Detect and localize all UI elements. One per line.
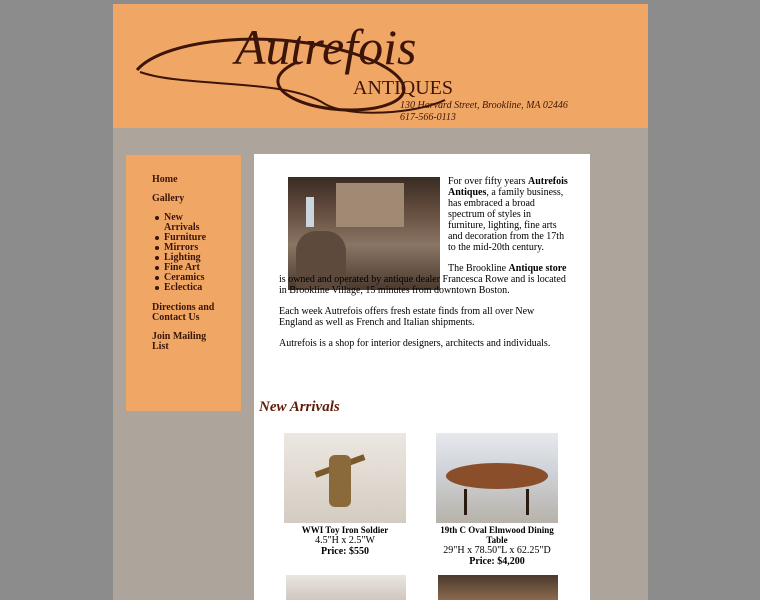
nav-ceramics[interactable]: Ceramics: [164, 272, 205, 283]
logo-caps-text: ANTIQUES: [353, 77, 453, 99]
header: [113, 4, 648, 128]
intro-paragraph-2: The Brookline Antique store is owned and operated by antique dealer Francesca Rowe and is located in Brookline Village, 15 minutes from downtown Boston.: [279, 263, 567, 296]
page-container: [113, 4, 648, 600]
product-dimensions: 4.5"H x 2.5"W: [315, 535, 375, 546]
sidebar-nav: [126, 155, 241, 411]
intro-paragraph-4: Autrefois is a shop for interior designers, architects and individuals.: [279, 338, 551, 349]
address-block: [400, 100, 568, 124]
nav-lighting[interactable]: Lighting: [164, 252, 201, 263]
intro-paragraph-1: For over fifty years Autrefois Antiques, a family business, has embraced a broad spectrum of styles in furniture, lighting, fine arts and decoration from the 17th to the mid-20th century.: [448, 176, 568, 253]
nav-mirrors[interactable]: Mirrors: [164, 242, 199, 253]
product-image[interactable]: [286, 575, 406, 600]
product-image[interactable]: [438, 575, 558, 600]
product-price: Price: $4,200: [469, 556, 525, 567]
nav-home[interactable]: Home: [152, 174, 178, 185]
product-card[interactable]: [436, 433, 558, 567]
product-name[interactable]: WWI Toy Iron Soldier: [301, 525, 389, 535]
product-name[interactable]: 19th C Oval Elmwood Dining Table: [440, 525, 554, 545]
gallery-submenu: [164, 213, 206, 293]
address: 130 Harvard Street, Brookline, MA 02446: [400, 100, 568, 111]
nav-gallery[interactable]: Gallery: [152, 193, 185, 204]
phone: 617-566-0113: [400, 112, 456, 123]
nav-new-arrivals[interactable]: New Arrivals: [164, 212, 200, 233]
product-image[interactable]: [284, 433, 406, 523]
nav-directions[interactable]: Directions and Contact Us: [152, 302, 215, 323]
nav-furniture[interactable]: Furniture: [164, 232, 207, 243]
nav-mailing-list[interactable]: Join Mailing List: [152, 331, 207, 352]
product-price: Price: $550: [320, 546, 370, 557]
product-dimensions: 29"H x 78.50"L x 62.25"D: [443, 545, 551, 556]
new-arrivals-heading: New Arrivals: [259, 399, 340, 415]
nav-eclectica[interactable]: Eclectica: [164, 282, 203, 293]
intro-text: [279, 176, 569, 359]
intro-paragraph-3: Each week Autrefois offers fresh estate finds from all over New England as well as French and Italian shipments.: [279, 306, 535, 328]
product-card[interactable]: [284, 433, 406, 557]
main-content: [254, 154, 590, 600]
nav-fine-art[interactable]: Fine Art: [164, 262, 200, 273]
logo-script-text: Autrefois: [235, 19, 417, 75]
product-image[interactable]: [436, 433, 558, 523]
